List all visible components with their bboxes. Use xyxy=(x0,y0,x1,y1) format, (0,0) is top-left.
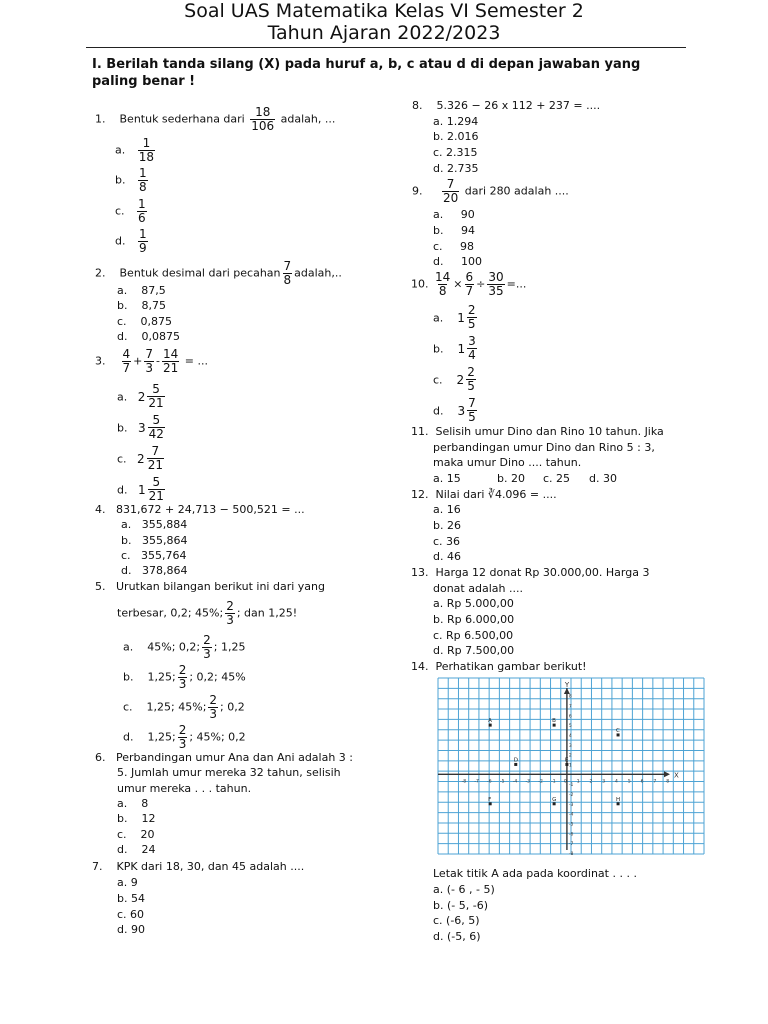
x-tick-label: -1 xyxy=(551,779,556,785)
y-tick-label: 3 xyxy=(568,743,572,749)
option-2d[interactable]: d. 0,0875 xyxy=(117,330,180,343)
point-label: H xyxy=(616,796,621,803)
option-4a[interactable]: a. 355,884 xyxy=(121,518,188,531)
instruction: I. Berilah tanda silang (X) pada huruf a, b, c atau d di depan jawaban yang paling benar ! xyxy=(92,57,641,89)
option-1c[interactable]: c. $\frac{1}{6}$ xyxy=(115,197,146,225)
question-text: adalah, ... xyxy=(280,112,336,126)
y-tick-label: 1 xyxy=(568,763,572,769)
option-9b[interactable]: b. 94 xyxy=(433,224,475,237)
option-11c[interactable]: c. 25 xyxy=(543,472,571,485)
coordinate-grid-svg xyxy=(438,678,704,857)
question-11-line2: perbandingan umur Dino dan Rino 5 : 3, xyxy=(433,441,655,454)
question-2: 2. Bentuk desimal dari pecahan $\frac{7}{8}$ adalah,.. xyxy=(95,259,342,287)
option-11b[interactable]: b. 20 xyxy=(497,472,525,485)
option-9d[interactable]: d. 100 xyxy=(433,255,482,268)
y-tick-label: -2 xyxy=(568,792,574,798)
option-7b[interactable]: b. 54 xyxy=(117,892,145,905)
question-12: 12. Nilai dari ∛4.096 = .... xyxy=(411,488,557,501)
option-3b[interactable]: b. 3 $\frac{5}{42}$ xyxy=(117,413,164,441)
question-5-line2: terbesar, 0,2; 45%; $\frac{2}{3}$ ; dan 1,25! xyxy=(117,599,298,627)
point-label: C xyxy=(616,727,620,734)
option-13d[interactable]: d. Rp 7.500,00 xyxy=(433,644,515,657)
y-tick-label: -1 xyxy=(568,783,574,789)
option-3d[interactable]: d. 1 $\frac{5}{21}$ xyxy=(117,475,164,503)
y-tick-label: 7 xyxy=(568,704,572,710)
option-6c[interactable]: c. 20 xyxy=(117,828,155,841)
question-3: 3. $\frac{4}{7}$ + $\frac{7}{3}$ - $\frac{14}{21}$ = ... xyxy=(95,347,208,375)
option-10c[interactable]: c. 2 $\frac{2}{5}$ xyxy=(433,365,475,393)
question-8: 8. 5.326 − 26 x 112 + 237 = .... xyxy=(412,99,601,112)
x-tick-label: -8 xyxy=(461,779,467,785)
option-13b[interactable]: b. Rp 6.000,00 xyxy=(433,613,515,626)
option-12b[interactable]: b. 26 xyxy=(433,519,461,532)
question-5: 5. Urutkan bilangan berikut ini dari yang xyxy=(95,580,325,593)
question-1 xyxy=(95,106,335,133)
point-label: D xyxy=(513,757,519,764)
option-8d[interactable]: d. 2.735 xyxy=(433,162,479,175)
option-6a[interactable]: a. 8 xyxy=(117,797,149,810)
question-6-line2: 5. Jumlah umur mereka 32 tahun, selisih xyxy=(117,766,341,779)
option-2a[interactable]: a. 87,5 xyxy=(117,284,166,297)
header-divider xyxy=(86,47,686,48)
point-label: B xyxy=(552,718,556,725)
option-11a[interactable]: a. 15 xyxy=(433,472,461,485)
coordinate-grid xyxy=(438,678,704,857)
option-3a[interactable]: a. 2 $\frac{5}{21}$ xyxy=(117,382,164,410)
option-2b[interactable]: b. 8,75 xyxy=(117,299,166,312)
question-11-line3: maka umur Dino .... tahun. xyxy=(433,456,582,469)
option-4d[interactable]: d. 378,864 xyxy=(121,564,188,577)
x-tick-label: 6 xyxy=(640,779,644,785)
option-13a[interactable]: a. Rp 5.000,00 xyxy=(433,597,514,610)
y-tick-label: -8 xyxy=(568,851,574,857)
y-tick-label: -5 xyxy=(568,822,574,828)
fraction: $\frac{7}{8}$ xyxy=(283,259,292,287)
question-6: 6. Perbandingan umur Ana dan Ani adalah 3 : xyxy=(95,751,354,764)
option-5d[interactable]: d. 1,25; $\frac{2}{3}$ ; 45%; 0,2 xyxy=(123,723,246,751)
option-10a[interactable]: a. 1 $\frac{2}{5}$ xyxy=(433,303,476,331)
option-8a[interactable]: a. 1.294 xyxy=(433,115,479,128)
option-7a[interactable]: a. 9 xyxy=(117,876,138,889)
y-tick-label: -6 xyxy=(568,832,574,838)
x-axis-label: X xyxy=(674,771,679,780)
option-14c[interactable]: c. (-6, 5) xyxy=(433,914,480,927)
option-1a[interactable]: a. $\frac{1}{18}$ xyxy=(115,136,155,164)
x-tick-label: 0 xyxy=(563,779,567,785)
option-6d[interactable]: d. 24 xyxy=(117,843,156,856)
x-tick-label: 1 xyxy=(576,779,580,785)
point-label: E xyxy=(564,757,569,764)
x-tick-label: -7 xyxy=(474,779,479,785)
y-tick-label: 8 xyxy=(568,694,572,700)
question-text: Bentuk sederhana dari xyxy=(119,112,245,126)
option-5c[interactable]: c. 1,25; 45%; $\frac{2}{3}$ ; 0,2 xyxy=(123,693,245,721)
option-8c[interactable]: c. 2.315 xyxy=(433,146,478,159)
option-14d[interactable]: d. (-5, 6) xyxy=(433,930,481,943)
x-axis-arrow xyxy=(664,771,670,777)
question-number: 1. xyxy=(95,112,106,126)
y-tick-label: 2 xyxy=(568,753,572,759)
option-7c[interactable]: c. 60 xyxy=(117,908,145,921)
x-tick-label: -3 xyxy=(525,779,531,785)
option-12c[interactable]: c. 36 xyxy=(433,535,461,548)
option-9c[interactable]: c. 98 xyxy=(433,240,475,253)
question-7: 7. KPK dari 18, 30, dan 45 adalah .... xyxy=(92,860,305,873)
option-1d[interactable]: d. $\frac{1}{9}$ xyxy=(115,227,147,255)
fraction: $\frac{18}{106}$ xyxy=(251,105,275,133)
x-tick-label: 4 xyxy=(615,779,618,785)
option-8b[interactable]: b. 2.016 xyxy=(433,130,479,143)
point-label: G xyxy=(552,796,557,803)
option-14a[interactable]: a. (- 6 , - 5) xyxy=(433,883,495,896)
x-tick-label: -5 xyxy=(499,779,505,785)
option-13c[interactable]: c. Rp 6.500,00 xyxy=(433,629,514,642)
option-12a[interactable]: a. 16 xyxy=(433,503,461,516)
option-2c[interactable]: c. 0,875 xyxy=(117,315,173,328)
x-tick-label: 7 xyxy=(653,779,657,785)
x-tick-label: 8 xyxy=(666,779,670,785)
option-7d[interactable]: d. 90 xyxy=(117,923,145,936)
option-10d[interactable]: d. 3 $\frac{7}{5}$ xyxy=(433,396,476,424)
page-title: Soal UAS Matematika Kelas VI Semester 2 xyxy=(184,0,584,22)
option-5b[interactable]: b. 1,25; $\frac{2}{3}$ ; 0,2; 45% xyxy=(123,663,246,691)
y-tick-label: 6 xyxy=(568,714,572,720)
option-11d[interactable]: d. 30 xyxy=(589,472,617,485)
question-13: 13. Harga 12 donat Rp 30.000,00. Harga 3 xyxy=(411,566,650,579)
option-14b[interactable]: b. (- 5, -6) xyxy=(433,899,488,912)
point-label: A xyxy=(488,718,492,725)
question-14: 14. Perhatikan gambar berikut! xyxy=(411,660,587,673)
x-tick-label: -6 xyxy=(487,779,492,785)
y-tick-label: -3 xyxy=(568,802,574,808)
x-tick-label: 5 xyxy=(627,779,631,785)
x-tick-label: 3 xyxy=(602,779,606,785)
option-10b[interactable]: b. 1 $\frac{3}{4}$ xyxy=(433,334,476,362)
y-tick-label: -7 xyxy=(568,842,574,848)
option-9a[interactable]: a. 90 xyxy=(433,208,475,221)
page-subtitle: Tahun Ajaran 2022/2023 xyxy=(267,22,501,44)
question-9: 9. $\frac{7}{20}$ dari 280 adalah .... xyxy=(412,177,569,205)
option-4b[interactable]: b. 355,864 xyxy=(121,534,188,547)
option-3c[interactable]: c. 2 $\frac{7}{21}$ xyxy=(117,444,163,472)
option-5a[interactable]: a. 45%; 0,2; $\frac{2}{3}$ ; 1,25 xyxy=(123,633,246,661)
question-11: 11. Selisih umur Dino dan Rino 10 tahun. Jika xyxy=(411,425,664,438)
x-tick-label: -4 xyxy=(512,779,518,785)
option-6b[interactable]: b. 12 xyxy=(117,812,156,825)
y-tick-label: 4 xyxy=(568,733,572,739)
option-12d[interactable]: d. 46 xyxy=(433,550,461,563)
point-label: F xyxy=(488,796,492,803)
x-tick-label: 2 xyxy=(589,779,593,785)
y-axis-label: Y xyxy=(564,681,570,689)
x-tick-label: -2 xyxy=(538,779,543,785)
option-4c[interactable]: c. 355,764 xyxy=(121,549,187,562)
question-14-prompt: Letak titik A ada pada koordinat . . . . xyxy=(433,867,637,880)
y-tick-label: -4 xyxy=(568,812,574,818)
question-4: 4. 831,672 + 24,713 − 500,521 = ... xyxy=(95,503,305,516)
question-10: 10. $\frac{14}{8}$ × $\frac{6}{7}$ ÷ $\frac{30}{35}$ =... xyxy=(411,270,527,298)
question-6-line3: umur mereka . . . tahun. xyxy=(117,782,252,795)
y-tick-label: 5 xyxy=(568,724,572,730)
option-1b[interactable]: b. $\frac{1}{8}$ xyxy=(115,166,147,194)
question-13-line2: donat adalah .... xyxy=(433,582,523,595)
